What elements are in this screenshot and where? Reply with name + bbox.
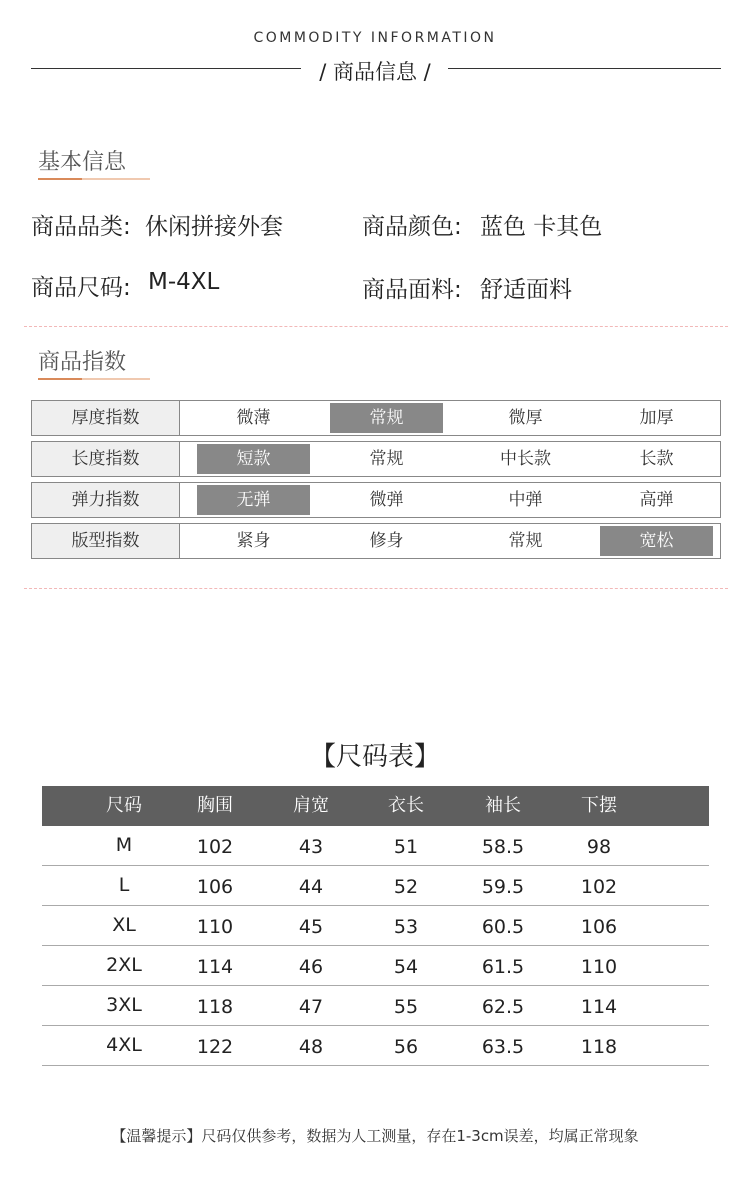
tip-text: 【温馨提示】尺码仅供参考，数据为人工测量，存在1-3cm误差，均属正常现象 <box>111 1127 639 1145</box>
size-cell: XL <box>112 914 136 936</box>
color-label: 商品颜色: <box>362 214 462 240</box>
color-value: 蓝色 卡其色 <box>480 214 603 240</box>
section-divider <box>24 588 728 589</box>
table-row-divider <box>42 945 709 946</box>
measurement-cell: 44 <box>298 876 324 898</box>
size-cell: 4XL <box>106 1034 142 1056</box>
measurement-cell: 62.5 <box>481 996 525 1018</box>
measurement-cell: 114 <box>580 996 618 1018</box>
size-table-column-header: 胸围 <box>197 795 233 816</box>
header-chinese-title: / 商品信息 / <box>319 60 431 84</box>
table-row-divider <box>42 905 709 906</box>
product-index-underline <box>38 378 150 380</box>
header-right-rule <box>448 68 721 69</box>
measurement-cell: 106 <box>196 876 234 898</box>
index-row-label: 厚度指数 <box>32 401 180 435</box>
index-option-selected: 短款 <box>197 444 310 474</box>
measurement-cell: 102 <box>196 836 234 858</box>
measurement-cell: 110 <box>580 956 618 978</box>
measurement-cell: 47 <box>298 996 324 1018</box>
size-table-column-header: 尺码 <box>106 795 142 816</box>
basic-info-title: 基本信息 <box>38 150 127 175</box>
size-table-column-header: 袖长 <box>485 795 521 816</box>
index-option: 中弹 <box>508 490 543 510</box>
measurement-cell: 114 <box>196 956 234 978</box>
measurement-cell: 45 <box>298 916 324 938</box>
measurement-cell: 59.5 <box>481 876 525 898</box>
table-row-divider <box>42 1065 709 1066</box>
measurement-cell: 118 <box>580 1036 618 1058</box>
measurement-cell: 54 <box>393 956 419 978</box>
index-row <box>31 441 721 477</box>
index-row <box>31 400 721 436</box>
measurement-cell: 55 <box>393 996 419 1018</box>
index-row-label: 版型指数 <box>32 524 180 558</box>
index-option-selected: 常规 <box>330 403 443 433</box>
index-option-selected: 宽松 <box>600 526 713 556</box>
index-option: 修身 <box>369 531 404 551</box>
size-cell: M <box>115 834 133 856</box>
table-row-divider <box>42 865 709 866</box>
index-option: 常规 <box>508 531 543 551</box>
index-row <box>31 482 721 518</box>
category-value: 休闲拼接外套 <box>145 214 283 240</box>
index-row-label: 弹力指数 <box>32 483 180 517</box>
section-divider <box>24 326 728 327</box>
measurement-cell: 61.5 <box>481 956 525 978</box>
measurement-cell: 118 <box>196 996 234 1018</box>
measurement-cell: 106 <box>580 916 618 938</box>
measurement-cell: 46 <box>298 956 324 978</box>
index-option: 微厚 <box>508 408 543 428</box>
measurement-cell: 53 <box>393 916 419 938</box>
measurement-cell: 110 <box>196 916 234 938</box>
index-option: 微薄 <box>236 408 271 428</box>
index-option: 微弹 <box>369 490 404 510</box>
measurement-cell: 60.5 <box>481 916 525 938</box>
size-cell: 3XL <box>106 994 142 1016</box>
basic-info-underline <box>38 178 150 180</box>
fabric-value: 舒适面料 <box>480 277 572 303</box>
measurement-cell: 51 <box>393 836 419 858</box>
measurement-cell: 43 <box>298 836 324 858</box>
size-table-title: 【尺码表】 <box>309 742 440 772</box>
product-index-title: 商品指数 <box>38 350 127 375</box>
table-row-divider <box>42 1025 709 1026</box>
measurement-cell: 102 <box>580 876 618 898</box>
table-row-divider <box>42 985 709 986</box>
fabric-label: 商品面料: <box>362 277 462 303</box>
size-table-column-header: 衣长 <box>388 795 424 816</box>
size-cell: 2XL <box>106 954 142 976</box>
index-row <box>31 523 721 559</box>
size-table-column-header: 下摆 <box>581 795 617 816</box>
measurement-cell: 63.5 <box>481 1036 525 1058</box>
measurement-cell: 48 <box>298 1036 324 1058</box>
index-option: 常规 <box>369 449 404 469</box>
category-label: 商品品类: <box>31 214 131 240</box>
measurement-cell: 122 <box>196 1036 234 1058</box>
index-option: 紧身 <box>236 531 271 551</box>
size-value: M-4XL <box>148 269 220 295</box>
measurement-cell: 58.5 <box>481 836 525 858</box>
index-option-selected: 无弹 <box>197 485 310 515</box>
index-option: 中长款 <box>500 449 551 469</box>
measurement-cell: 98 <box>586 836 612 858</box>
size-table-header <box>42 786 709 826</box>
index-option: 加厚 <box>639 408 674 428</box>
index-option: 高弹 <box>639 490 674 510</box>
header-english-title: COMMODITY INFORMATION <box>253 30 497 46</box>
size-label: 商品尺码: <box>31 275 131 301</box>
size-table-column-header: 肩宽 <box>293 795 329 816</box>
size-cell: L <box>118 874 130 896</box>
measurement-cell: 52 <box>393 876 419 898</box>
index-option: 长款 <box>639 449 674 469</box>
index-row-label: 长度指数 <box>32 442 180 476</box>
measurement-cell: 56 <box>393 1036 419 1058</box>
